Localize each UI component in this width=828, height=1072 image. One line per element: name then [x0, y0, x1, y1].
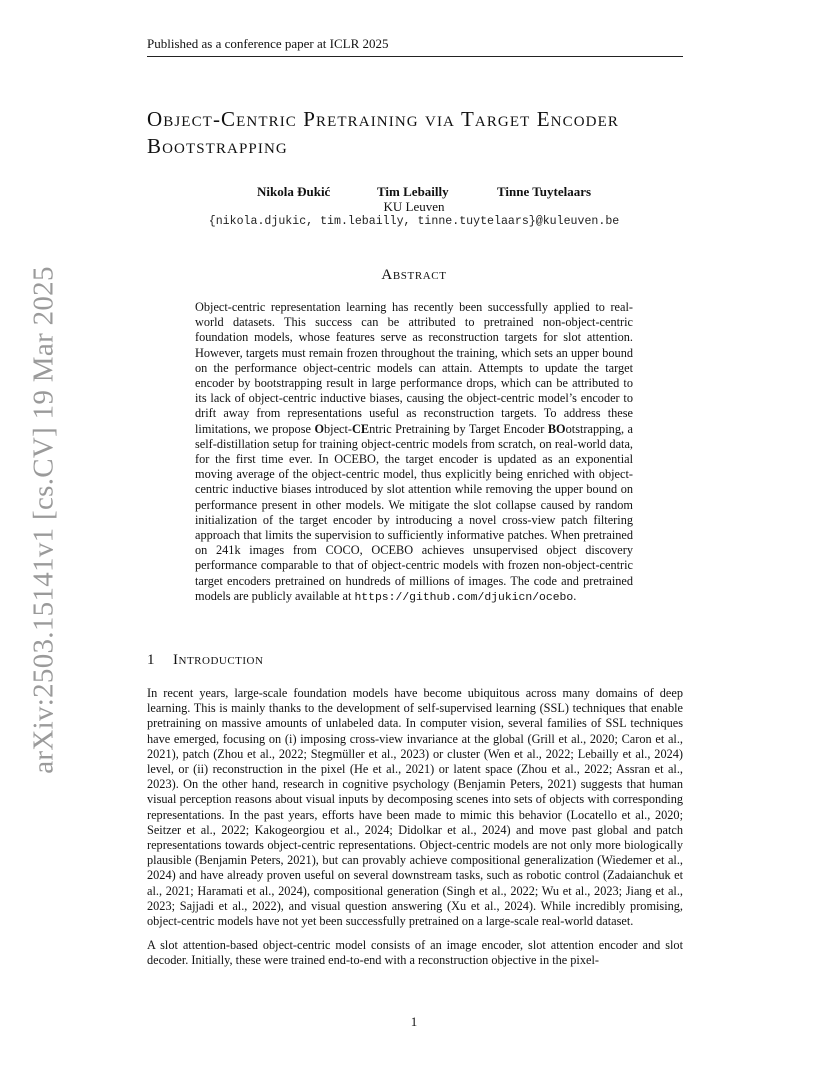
- author-name: Nikola Đukić: [257, 184, 331, 199]
- abstract-emphasis: CE: [352, 421, 370, 436]
- section-body: [147, 686, 683, 978]
- section-heading: [147, 652, 263, 669]
- affiliation: KU Leuven: [383, 199, 445, 214]
- author-name: Tim Lebailly: [377, 184, 449, 199]
- abstract-part: .: [573, 588, 577, 603]
- abstract-heading: Abstract: [381, 267, 447, 283]
- abstract-part: bject-: [324, 421, 353, 436]
- author-emails: {nikola.djukic, tim.lebailly, tinne.tuytelaars}@kuleuven.be: [208, 215, 620, 228]
- abstract-emphasis: O: [314, 421, 325, 436]
- abstract-text: [195, 300, 633, 606]
- paragraph: In recent years, large-scale foundation models have become ubiquitous across many domains of deep learning. This is mainly thanks to the development of self-supervised learning (SSL) techniques that enable pretraining on massive amounts of unlabeled data. In computer vision, several families of SSL techniques have emerged, focusing on (i) imposing cross-view invariance at the global (Grill et al., 2020; Caron et al., 2021), patch (Zhou et al., 2022; Stegmüller et al., 2023) or cluster (Wen et al., 2022; Lebailly et al., 2024) level, or (ii) reconstruction in the pixel (He et al., 2021) or latent space (Zhou et al., 2022; Assran et al., 2023). On the other hand, research in cognitive psychology (Benjamin Peters, 2021) suggests that human visual perception reasons about visual inputs by decomposing scenes into sets of objects with corresponding representations. In the past years, efforts have been made to mimic this behavior (Locatello et al., 2020; Seitzer et al., 2022; Kakogeorgiou et al., 2024; Didolkar et al., 2024) and move past global and patch representations towards object-centric representations. Object-centric models are not only more biologically plausible (Benjamin Peters, 2021), but can provably achieve compositional generalization (Wiedemer et al., 2024) and have already proven useful on several downstream tasks, such as robotic control (Zadaianchuk et al., 2021; Haramati et al., 2024), compositional generation (Singh et al., 2022; Wu et al., 2023; Jiang et al., 2023; Sajjadi et al., 2022), and visual question answering (Xu et al., 2024). While incredibly promising, object-centric models have not yet been successfully pretrained on a large-scale real-world dataset.: [147, 686, 683, 929]
- code-url-link[interactable]: https://github.com/djukicn/ocebo: [354, 591, 574, 604]
- arxiv-identifier: arXiv:2503.15141v1 [cs.CV] 19 Mar 2025: [27, 266, 60, 774]
- author-name: Tinne Tuytelaars: [497, 184, 592, 199]
- abstract-emphasis: BO: [547, 421, 566, 436]
- abstract-part: ntric Pretraining by Target Encoder: [369, 421, 548, 436]
- section-title: Introduction: [173, 652, 264, 668]
- paragraph: A slot attention-based object-centric model consists of an image encoder, slot attention encoder and slot decoder. Initially, these were trained end-to-end with a reconstruction objective in the pixel-: [147, 938, 683, 968]
- page-number: 1: [410, 1014, 418, 1029]
- abstract-part: otstrapping, a self-distillation setup for training object-centric models from scratch, on real-world data, for the first time ever. In OCEBO, the target encoder is updated as an exponential moving average of the object-centric model, thus explicitly being enriched with object-centric inductive biases introduced by slot attention while removing the upper bound on performance present in other models. We mitigate the slot collapse caused by random initialization of the target encoder by introducing a novel cross-view patch filtering approach that limits the supervision to sufficiently informative patches. When pretrained on 241k images from COCO, OCEBO achieves unsupervised object discovery performance comparable to that of object-centric models with frozen non-object-centric target encoders pretrained on hundreds of millions of images. The code and pretrained models are publicly available at: [195, 421, 634, 603]
- conference-header: Published as a conference paper at ICLR 2025: [147, 36, 683, 57]
- abstract-part: Object-centric representation learning has recently been successfully applied to real-world datasets. This success can be attributed to pretrained non-object-centric foundation models, whose features serve as reconstruction targets for slot attention. However, targets must remain frozen throughout the training, which sets an upper bound on the performance object-centric models can attain. Attempts to update the target encoder by bootstrapping result in large performance drops, which can be attributed to its lack of object-centric inductive biases, causing the object-centric model’s encoder to drift away from representations useful as reconstruction targets. To address these limitations, we propose: [195, 300, 633, 436]
- section-number: 1: [147, 652, 155, 668]
- paper-title: Object-Centric Pretraining via Target Encoder Bootstrapping: [147, 107, 619, 158]
